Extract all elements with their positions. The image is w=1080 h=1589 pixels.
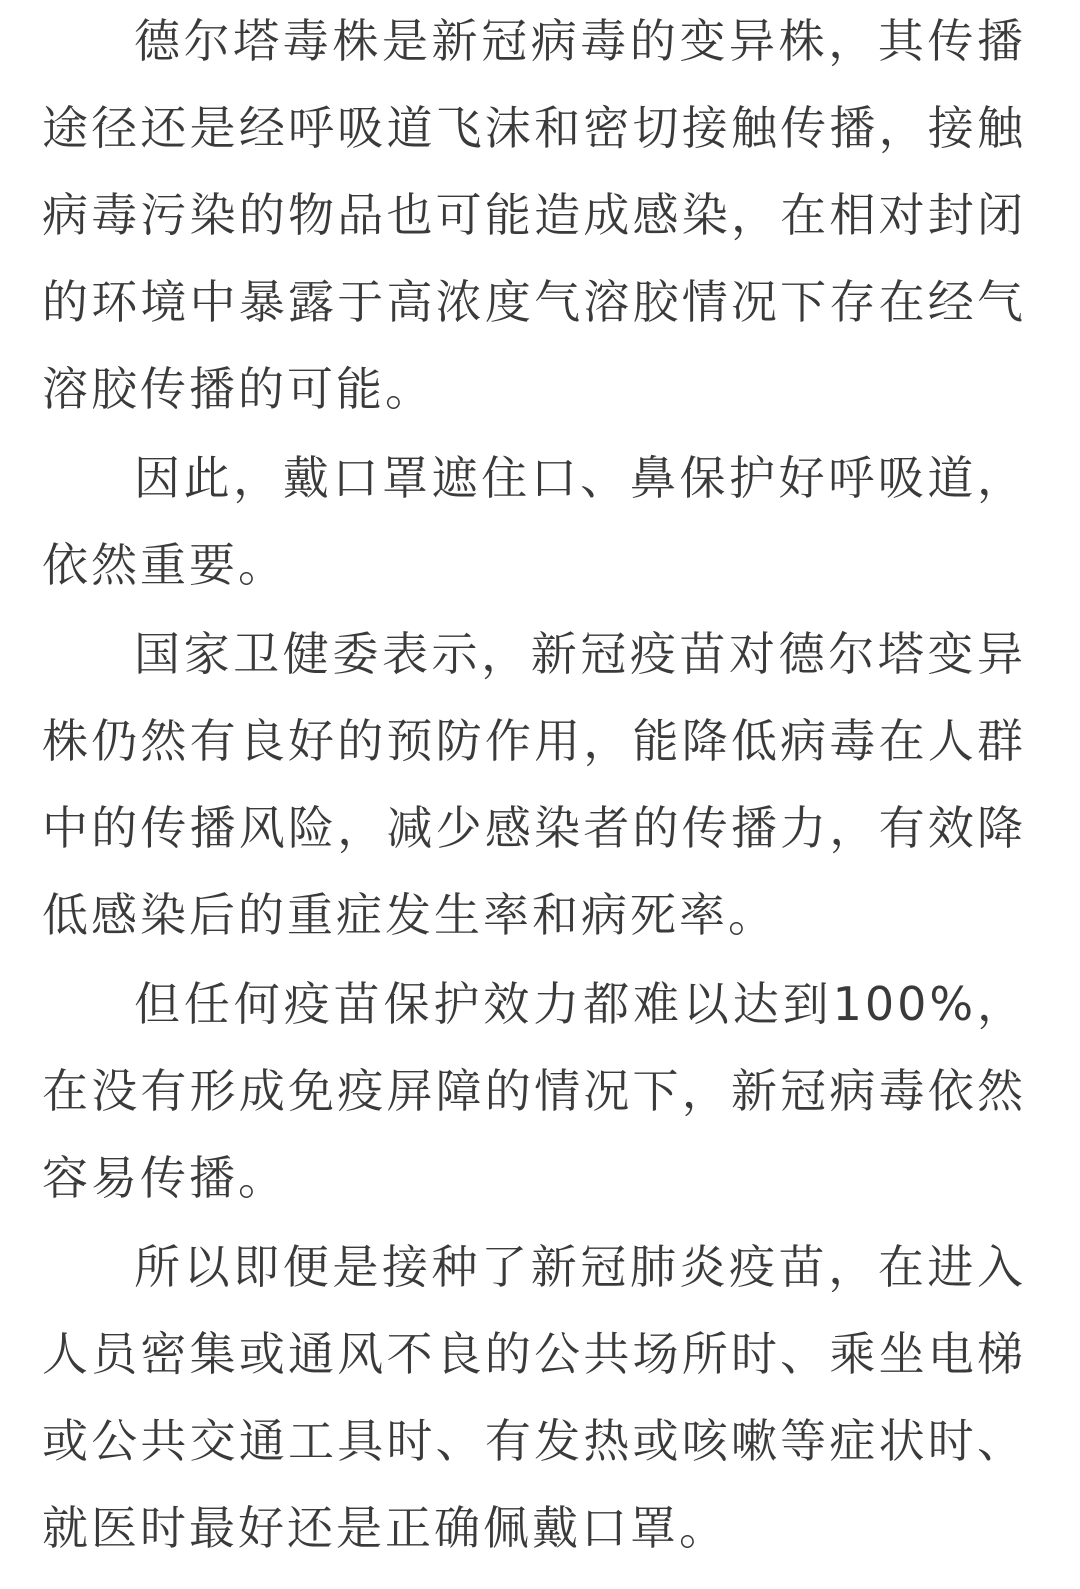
paragraph-mask-advice: 所以即便是接种了新冠肺炎疫苗，在进入人员密集或通风不良的公共场所时、乘坐电梯或公共交通工具时、有发热或咳嗽等症状时、就医时最好还是正确佩戴口罩。 (42, 1240, 1026, 1555)
paragraph-vaccine-effect: 国家卫健委表示，新冠疫苗对德尔塔变异株仍然有良好的预防作用，能降低病毒在人群中的传播风险，减少感染者的传播力，有效降低感染后的重症发生率和病死率。 (42, 627, 1026, 942)
article-body (42, 0, 1026, 1574)
paragraph-delta-transmission: 德尔塔毒株是新冠病毒的变异株，其传播途径还是经呼吸道飞沫和密切接触传播，接触病毒污染的物品也可能造成感染，在相对封闭的环境中暴露于高浓度气溶胶情况下存在经气溶胶传播的可能。 (42, 14, 1026, 416)
paragraph-mask-importance: 因此，戴口罩遮住口、鼻保护好呼吸道，依然重要。 (42, 451, 1026, 592)
paragraph-vaccine-limit: 但任何疫苗保护效力都难以达到100%，在没有形成免疫屏障的情况下，新冠病毒依然容易传播。 (42, 977, 1026, 1205)
